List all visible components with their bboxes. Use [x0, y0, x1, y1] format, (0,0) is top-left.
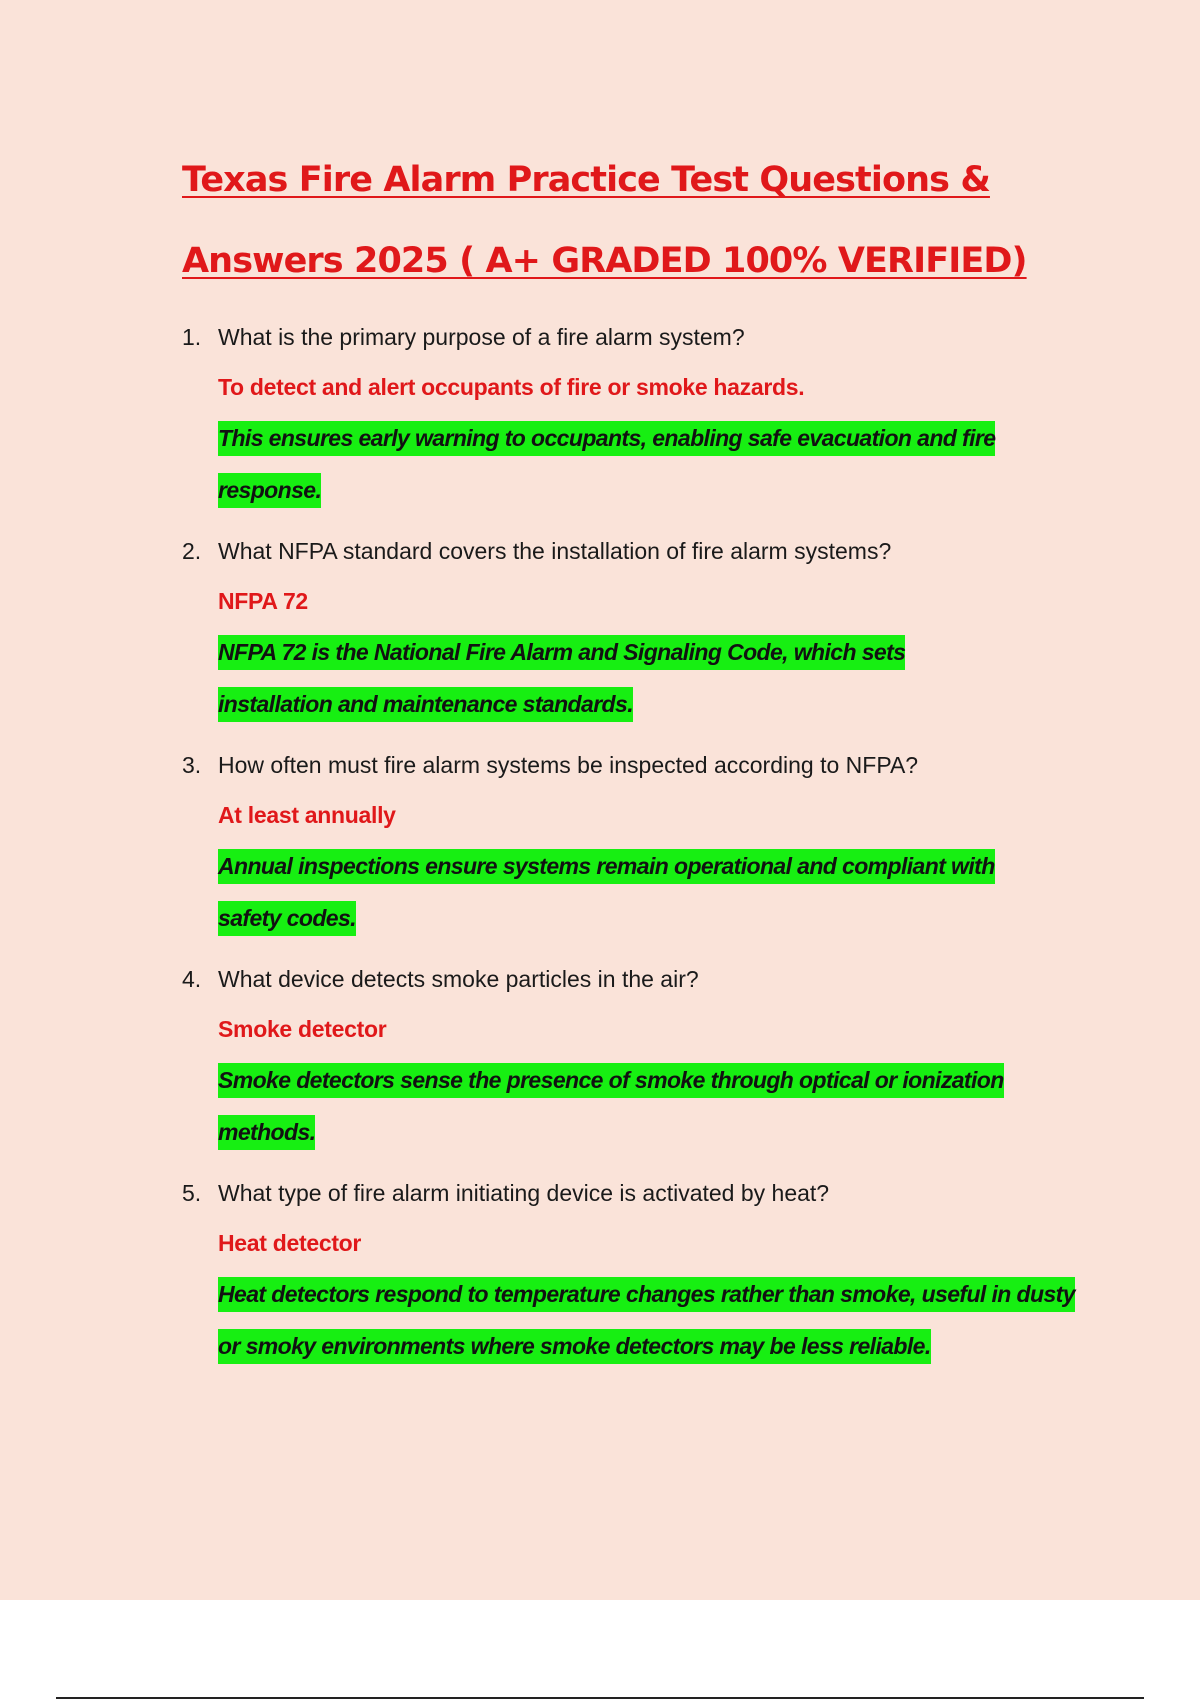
question-text: How often must fire alarm systems be inspected according to NFPA? — [218, 752, 919, 778]
question-number: 1. — [182, 324, 202, 350]
question-item — [182, 740, 1048, 944]
question-number: 5. — [182, 1180, 202, 1206]
question-number: 2. — [182, 538, 202, 564]
explanation-text — [218, 1054, 1008, 1158]
question-item — [182, 312, 1058, 516]
explanation-highlight: Smoke detectors sense the presence of smoke through optical or ionization methods. — [218, 1063, 1004, 1150]
explanation-highlight: Heat detectors respond to temperature changes rather than smoke, useful in dusty or smoky environments where smoke detectors may be less reliable. — [218, 1277, 1075, 1364]
question-list — [182, 312, 1102, 1382]
page-title: Texas Fire Alarm Practice Test Questions & Answers 2025 ( A+ GRADED 100% VERIFIED) — [182, 160, 1027, 281]
question-item — [182, 954, 1008, 1158]
answer-text: To detect and alert occupants of fire or smoke hazards. — [218, 374, 805, 400]
answer-text: At least annually — [218, 802, 396, 828]
question-text: What is the primary purpose of a fire alarm system? — [218, 324, 745, 350]
answer-text: Heat detector — [218, 1230, 362, 1256]
question-item — [182, 1168, 1098, 1372]
explanation-text — [218, 412, 1058, 516]
explanation-highlight: NFPA 72 is the National Fire Alarm and Signaling Code, which sets installation and maintenance standards. — [218, 635, 905, 722]
answer-text: NFPA 72 — [218, 588, 308, 614]
answer-text: Smoke detector — [218, 1016, 387, 1042]
question-text: What NFPA standard covers the installation of fire alarm systems? — [218, 538, 892, 564]
question-text: What type of fire alarm initiating device is activated by heat? — [218, 1180, 830, 1206]
footer-divider — [56, 1697, 1144, 1699]
explanation-text — [218, 840, 1048, 944]
explanation-highlight: Annual inspections ensure systems remain operational and compliant with safety codes. — [218, 849, 995, 936]
explanation-text — [218, 626, 1008, 730]
question-number: 4. — [182, 966, 202, 992]
explanation-highlight: This ensures early warning to occupants, enabling safe evacuation and fire response. — [218, 421, 995, 508]
question-item — [182, 526, 1008, 730]
question-text: What device detects smoke particles in the air? — [218, 966, 699, 992]
question-number: 3. — [182, 752, 202, 778]
explanation-text — [218, 1268, 1098, 1372]
